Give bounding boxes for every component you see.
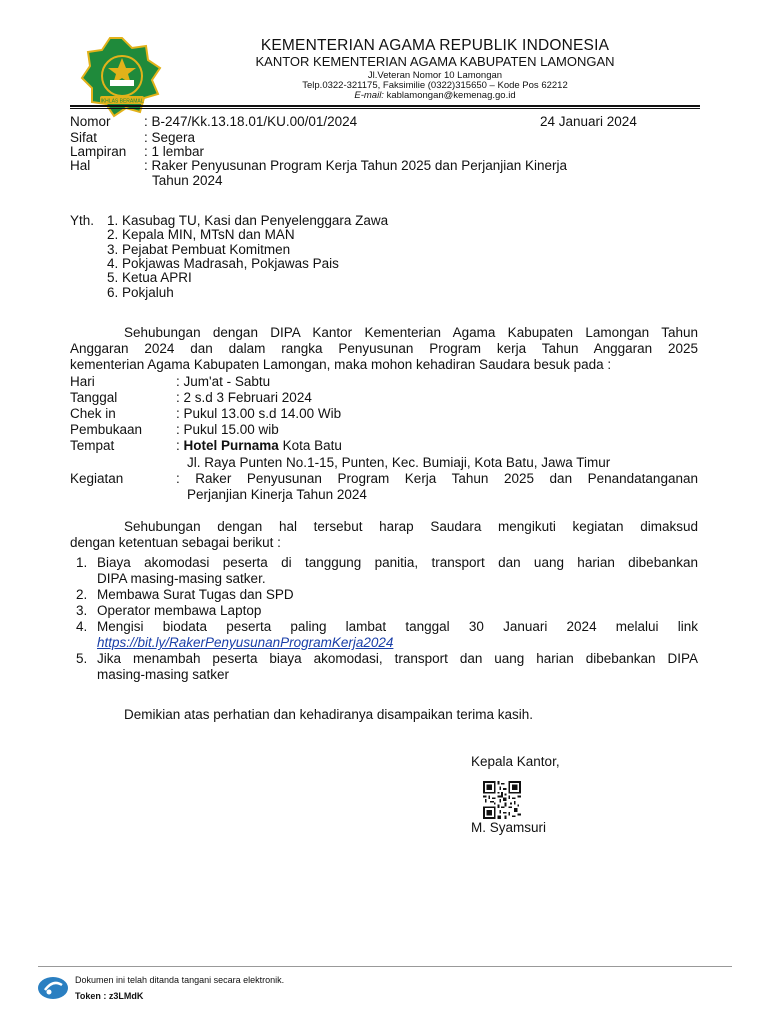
hari-label: Hari	[70, 374, 95, 389]
list-number: 4.	[76, 619, 88, 634]
body-line: Sehubungan dengan DIPA Kantor Kementerian Agama Kabupaten Lamongan Tahun	[124, 325, 698, 340]
hotel-address: Jl. Raya Punten No.1-15, Punten, Kec. Bumiaji, Kota Batu, Jawa Timur	[187, 455, 611, 470]
list-number: 2.	[76, 587, 88, 602]
condition-item: Mengisi biodata peserta paling lambat tanggal 30 Januari 2024 melalui link	[97, 619, 698, 634]
signatory-name: M. Syamsuri	[471, 820, 547, 835]
recipient-item: 3. Pejabat Pembuat Komitmen	[107, 242, 291, 257]
recipient-item: 5. Ketua APRI	[107, 270, 192, 285]
tempat-label: Tempat	[70, 438, 115, 453]
condition-item: Jika menambah peserta biaya akomodasi, transport dan uang harian dibebankan DIPA	[97, 651, 698, 666]
kegiatan-label: Kegiatan	[70, 471, 124, 486]
list-number: 1.	[76, 555, 88, 570]
letterhead-rule-thin	[70, 108, 700, 109]
hal-value: : Raker Penyusunan Program Kerja Tahun 2025 dan Perjanjian Kinerja	[144, 158, 568, 173]
signature-qr-code	[483, 781, 521, 819]
nomor-value: : B-247/Kk.13.18.01/KU.00/01/2024	[144, 114, 358, 129]
letterhead-office: KANTOR KEMENTERIAN AGAMA KABUPATEN LAMONGAN	[255, 54, 615, 69]
hari-value: : Jum'at - Sabtu	[176, 374, 271, 389]
body-line: kementerian Agama Kabupaten Lamongan, maka mohon kehadiran Saudara besuk pada :	[70, 357, 612, 372]
letterhead-rule	[70, 105, 700, 107]
hal-value-cont: Tahun 2024	[152, 173, 223, 188]
list-number: 3.	[76, 603, 88, 618]
condition-item-cont: masing-masing satker	[97, 667, 230, 682]
hal-label: Hal	[70, 158, 91, 173]
recipient-label: Yth.	[70, 213, 95, 228]
recipient-item: 2. Kepala MIN, MTsN dan MAN	[107, 227, 295, 242]
conditions-intro: Sehubungan dengan hal tersebut harap Saudara mengikuti kegiatan dimaksud	[124, 519, 698, 534]
condition-item: Operator membawa Laptop	[97, 603, 262, 618]
letterhead-email	[190, 90, 680, 101]
letter-date: 24 Januari 2024	[540, 114, 637, 129]
email-address: kablamongan@kemenag.go.id	[386, 90, 516, 101]
closing-text: Demikian atas perhatian dan kehadiranya disampaikan terima kasih.	[124, 707, 533, 722]
sifat-label: Sifat	[70, 130, 98, 145]
registration-link[interactable]: https://bit.ly/RakerPenyusunanProgramKerja2024	[97, 635, 394, 650]
footer-divider	[38, 966, 732, 967]
hotel-city: Kota Batu	[282, 438, 342, 453]
list-number: 5.	[76, 651, 88, 666]
condition-item: Membawa Surat Tugas dan SPD	[97, 587, 294, 602]
letterhead-address: Jl.Veteran Nomor 10 Lamongan	[367, 70, 503, 81]
nomor-label: Nomor	[70, 114, 111, 129]
chekin-value: : Pukul 13.00 s.d 14.00 Wib	[176, 406, 342, 421]
chekin-label: Chek in	[70, 406, 116, 421]
tanggal-value: : 2 s.d 3 Februari 2024	[176, 390, 312, 405]
condition-item-cont: DIPA masing-masing satker.	[97, 571, 266, 586]
letterhead-ministry: KEMENTERIAN AGAMA REPUBLIK INDONESIA	[260, 37, 610, 54]
pembukaan-value: : Pukul 15.00 wib	[176, 422, 279, 437]
email-label: E-mail:	[354, 90, 384, 101]
sifat-value: : Segera	[144, 130, 196, 145]
registration-link-wrap	[97, 635, 393, 651]
tempat-value	[176, 438, 342, 454]
lampiran-label: Lampiran	[70, 144, 127, 159]
recipient-item: 4. Pokjawas Madrasah, Pokjawas Pais	[107, 256, 339, 271]
bsre-logo-icon	[37, 975, 69, 1001]
kegiatan-value: : Raker Penyusunan Program Kerja Tahun 2025 dan Penandatanganan	[176, 471, 698, 486]
signatory-title: Kepala Kantor,	[471, 754, 560, 769]
recipient-item: 1. Kasubag TU, Kasi dan Penyelenggara Zawa	[107, 213, 389, 228]
footer-note: Dokumen ini telah ditanda tangani secara elektronik.	[75, 975, 285, 985]
pembukaan-label: Pembukaan	[70, 422, 143, 437]
conditions-intro-cont: dengan ketentuan sebagai berikut :	[70, 535, 281, 550]
logo-motto: IKHLAS BERAMAL	[100, 98, 144, 105]
lampiran-value: : 1 lembar	[144, 144, 205, 159]
body-line: Anggaran 2024 dan dalam rangka Penyusunan Program kerja Tahun Anggaran 2025	[70, 341, 698, 356]
hotel-name: Hotel Purnama	[183, 438, 279, 453]
kegiatan-value-cont: Perjanjian Kinerja Tahun 2024	[187, 487, 367, 502]
footer-token: Token : z3LMdK	[75, 991, 144, 1001]
tempat-colon: :	[176, 438, 180, 453]
letterhead-phone: Telp.0322-321175, Faksimilie (0322)315650 – Kode Pos 62212	[302, 80, 568, 91]
condition-item: Biaya akomodasi peserta di tanggung panitia, transport dan uang harian dibebankan	[97, 555, 698, 570]
recipient-item: 6. Pokjaluh	[107, 285, 174, 300]
tanggal-label: Tanggal	[70, 390, 118, 405]
